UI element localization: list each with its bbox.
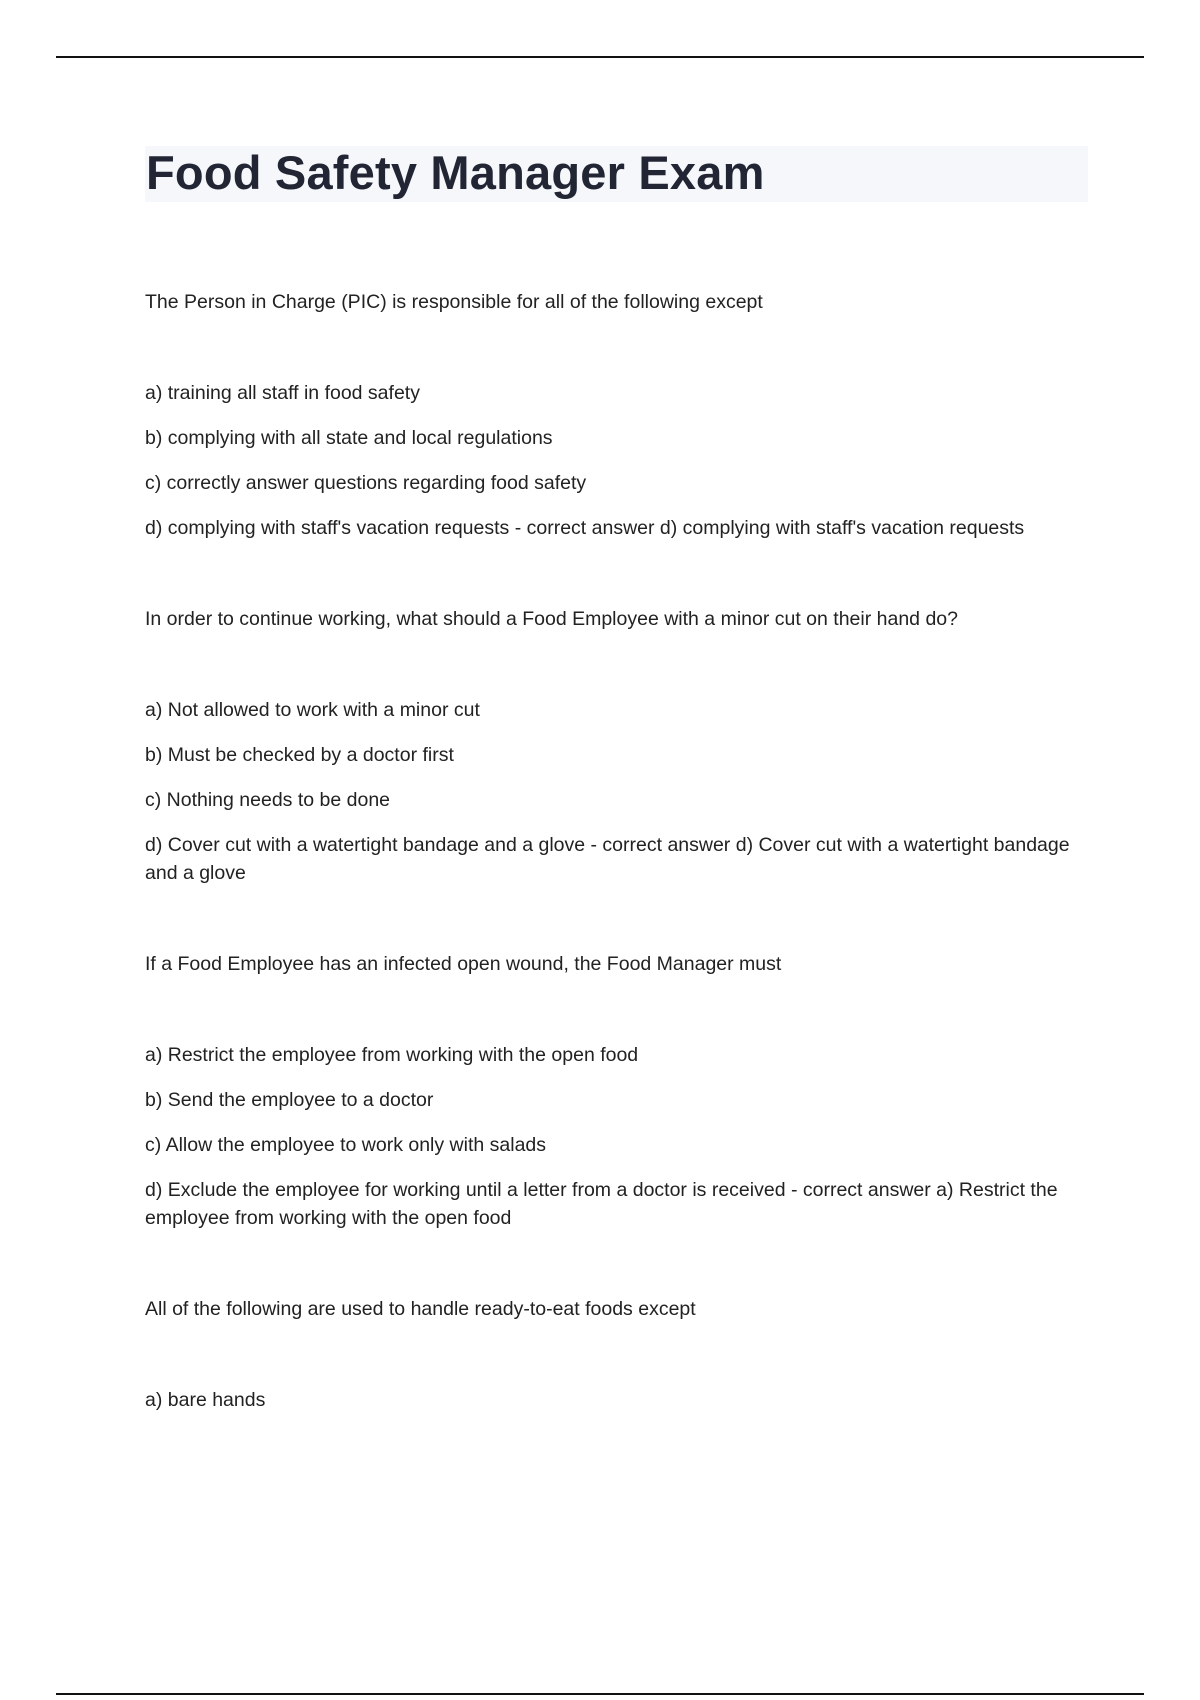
option-c: c) correctly answer questions regarding food safety [145,472,587,494]
option-c: c) Allow the employee to work only with salads [145,1134,547,1156]
question-4: All of the following are used to handle ready-to-eat foods except [145,1298,696,1320]
page-title: Food Safety Manager Exam [146,146,765,199]
question-2-options [145,696,1075,887]
option-d: d) complying with staff's vacation requests - correct answer d) complying with staff's vacation requests [145,517,1025,539]
option-d: d) Cover cut with a watertight bandage and a glove - correct answer d) Cover cut with a watertight bandage and a glove [145,834,1070,884]
option-a: a) Not allowed to work with a minor cut [145,699,480,721]
option-d: d) Exclude the employee for working until a letter from a doctor is received - correct answer a) Restrict the employee from working with the open food [145,1179,1058,1229]
option-b: b) Must be checked by a doctor first [145,744,454,766]
question-1-options [145,379,1075,542]
exam-content [145,288,1075,1477]
option-a: a) Restrict the employee from working with the open food [145,1044,639,1066]
option-c: c) Nothing needs to be done [145,789,391,811]
option-a: a) bare hands [145,1389,266,1411]
option-b: b) complying with all state and local regulations [145,427,553,449]
option-a: a) training all staff in food safety [145,382,420,404]
question-3-options [145,1041,1075,1232]
top-divider [56,56,1144,58]
question-1: The Person in Charge (PIC) is responsible for all of the following except [145,291,763,313]
bottom-divider [56,1693,1144,1695]
question-3: If a Food Employee has an infected open wound, the Food Manager must [145,953,782,975]
question-4-options [145,1386,1075,1414]
question-2: In order to continue working, what should a Food Employee with a minor cut on their hand do? [145,608,958,630]
option-b: b) Send the employee to a doctor [145,1089,434,1111]
